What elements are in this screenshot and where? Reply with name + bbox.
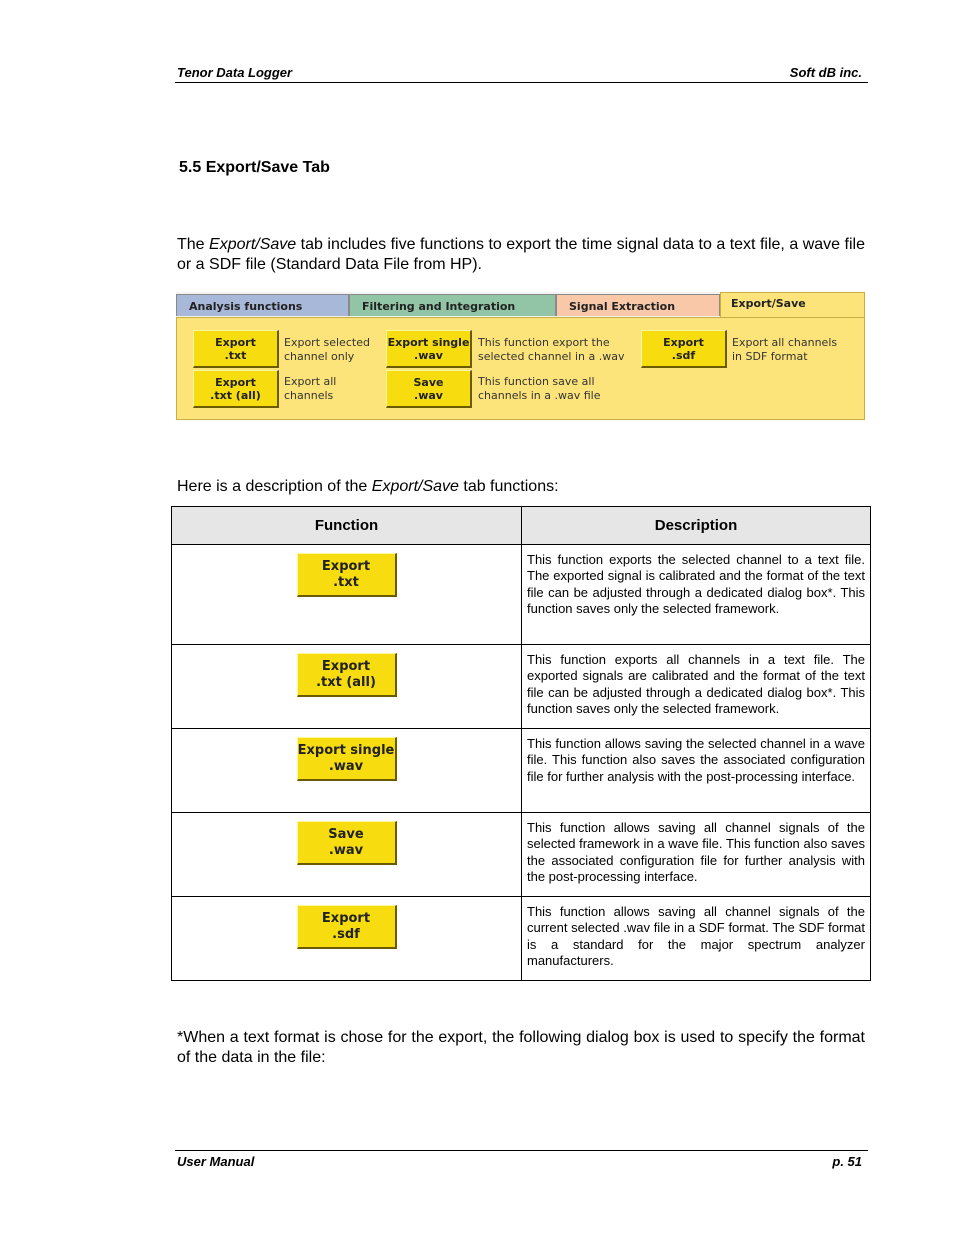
table-intro-pre: Here is a description of the [177, 478, 372, 495]
tab-export-save[interactable]: Export/Save [720, 292, 865, 319]
column-header-description: Description [522, 507, 871, 545]
export-txt-all-button[interactable] [193, 370, 279, 408]
table-row [172, 897, 871, 981]
export-txt-button[interactable] [193, 330, 279, 368]
export-single-wav-button[interactable] [386, 330, 472, 368]
button-label: .sdf [671, 348, 696, 362]
function-cell [172, 897, 522, 981]
button-label: .wav [328, 758, 364, 774]
export-sdf-button[interactable] [297, 905, 397, 949]
export-single-wav-button[interactable] [297, 737, 397, 781]
desc-line: Export all channels [732, 336, 838, 349]
intro-text-post: tab includes five functions to export the time signal data to a text file, a wave file or a SDF file (Standard Data File from HP). [177, 236, 866, 273]
footnote-paragraph: *When a text format is chose for the export, the following dialog box is used to specify the format of the data in the file: [177, 1029, 865, 1066]
tab-strip [176, 292, 865, 318]
description-cell: This function allows saving the selected channel in a wave file. This function also saves the associated configuration file for further analysis with the post-processing interface. [522, 729, 871, 813]
description-cell: This function allows saving all channel signals of the current selected .wav file in a SDF format. The SDF format is a standard for the major spectrum analyzer manufacturers. [522, 897, 871, 981]
export-txt-all-description [284, 375, 336, 403]
desc-line: channels in a .wav file [478, 389, 601, 402]
table-row [172, 645, 871, 729]
button-label: .wav [328, 842, 364, 858]
desc-line: channel only [284, 350, 355, 363]
desc-line: This function export the [478, 336, 610, 349]
export-sdf-description [732, 336, 837, 364]
export-txt-description [284, 336, 370, 364]
description-cell: This function exports all channels in a text file. The exported signals are calibrated and the format of the text file can be adjusted through a dedicated dialog box*. This function saves only the selected framework. [522, 645, 871, 729]
table-intro-post: tab functions: [458, 478, 559, 495]
save-wav-button[interactable] [297, 821, 397, 865]
description-cell: This function allows saving all channel signals of the selected framework in a wave file. This function also saves the associated configuration file for further analysis with the post-processing interface. [522, 813, 871, 897]
button-label: Save [413, 375, 444, 389]
button-label: Export [215, 375, 256, 389]
page-number: p. 51 [832, 1154, 862, 1169]
export-txt-button[interactable] [297, 553, 397, 597]
tab-filtering-integration[interactable]: Filtering and Integration [349, 294, 556, 316]
page-footer [175, 1150, 868, 1173]
desc-line: channels [284, 389, 334, 402]
table-intro [177, 477, 865, 497]
button-label: Export [663, 335, 704, 349]
button-label: .txt [224, 348, 247, 362]
button-label: .wav [414, 388, 443, 402]
section-title: 5.5 Export/Save Tab [179, 159, 330, 176]
tab-analysis-functions[interactable]: Analysis functions [176, 294, 349, 316]
column-header-function: Function [172, 507, 522, 545]
button-label: Export [321, 558, 371, 574]
button-label: Export [321, 910, 371, 926]
table-row [172, 729, 871, 813]
export-txt-all-button[interactable] [297, 653, 397, 697]
desc-line: in SDF format [732, 350, 808, 363]
intro-text-pre: The [177, 236, 210, 253]
button-label: Export single [297, 742, 395, 758]
intro-text-em: Export/Save [209, 236, 297, 253]
save-wav-description [478, 375, 601, 403]
function-cell [172, 813, 522, 897]
header-doc-title: Tenor Data Logger [177, 65, 293, 80]
button-label: .sdf [332, 926, 360, 942]
button-label: Export [321, 658, 371, 674]
table-header-row [172, 507, 871, 545]
tab-signal-extraction[interactable]: Signal Extraction [556, 294, 720, 316]
button-label: Export single [387, 335, 470, 349]
button-label: .wav [414, 348, 443, 362]
desc-line: This function save all [478, 375, 595, 388]
button-label: Save [328, 826, 364, 842]
header-company: Soft dB inc. [789, 65, 862, 80]
description-cell: This function exports the selected channel to a text file. The exported signal is calibrated and the format of the text file can be adjusted through a dedicated dialog box*. This function saves only the selected framework. [522, 545, 871, 645]
desc-line: Export selected [284, 336, 370, 349]
export-single-wav-description [478, 336, 624, 364]
functions-table [171, 506, 871, 981]
button-label: .txt [333, 574, 359, 590]
function-cell [172, 545, 522, 645]
function-cell [172, 645, 522, 729]
desc-line: selected channel in a .wav [478, 350, 625, 363]
function-cell [172, 729, 522, 813]
button-label: .txt (all) [210, 388, 261, 402]
export-save-toolbar [176, 292, 865, 420]
table-intro-em: Export/Save [371, 478, 459, 495]
footer-doc-type: User Manual [177, 1154, 255, 1169]
save-wav-button[interactable] [386, 370, 472, 408]
tab-panel [176, 317, 865, 420]
desc-line: Export all [284, 375, 337, 388]
intro-paragraph [177, 235, 865, 275]
table-row [172, 545, 871, 645]
page-header [175, 64, 868, 83]
button-label: Export [215, 335, 256, 349]
button-label: .txt (all) [316, 674, 376, 690]
table-row [172, 813, 871, 897]
export-sdf-button[interactable] [641, 330, 727, 368]
